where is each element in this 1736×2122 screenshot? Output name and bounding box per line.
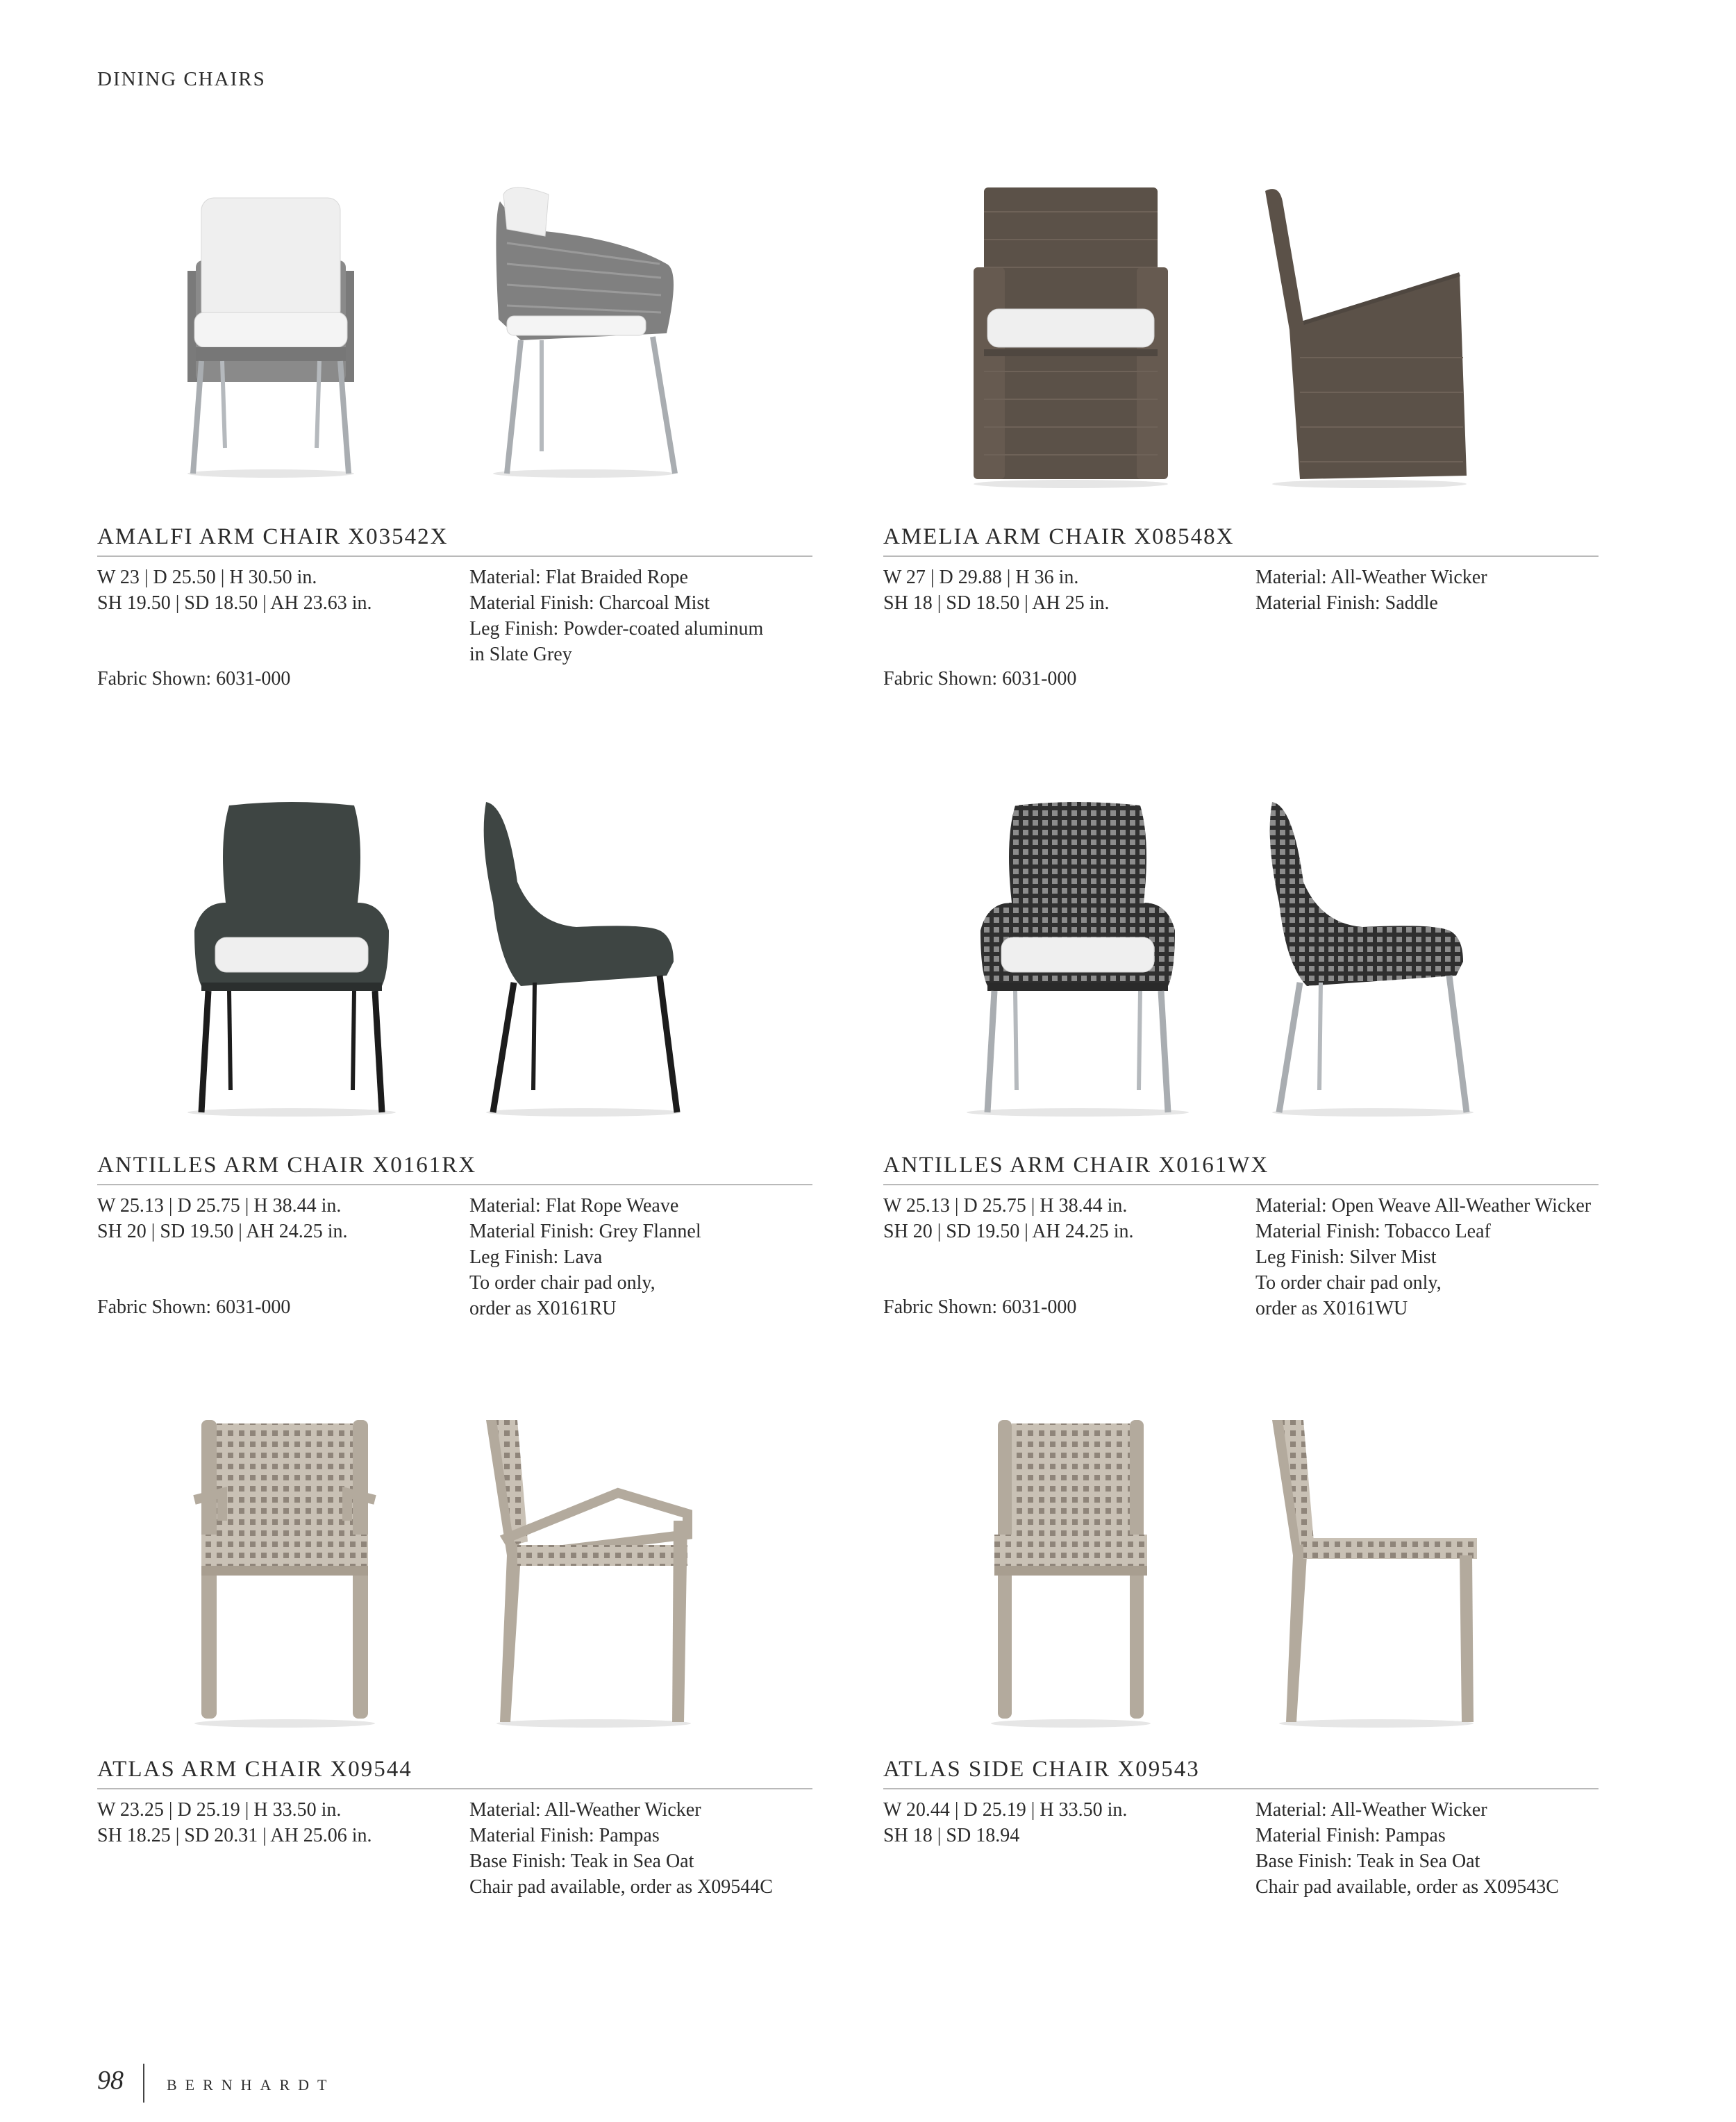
fabric-shown: Fabric Shown: 6031-000	[883, 1296, 1077, 1318]
chair-side-image	[1251, 184, 1474, 490]
chair-side-image	[1265, 1417, 1487, 1729]
product-amelia-arm-chair	[883, 174, 1599, 701]
footer-divider	[143, 2064, 144, 2103]
fabric-shown: Fabric Shown: 6031-000	[97, 668, 291, 690]
product-materials: Material: Flat Rope Weave Material Finish: Grey Flannel Leg Finish: Lava To order chair pad only, order as X0161RU	[469, 1195, 701, 1319]
product-dimensions: W 23.25 | D 25.19 | H 33.50 in. SH 18.25 | SD 20.31 | AH 25.06 in.	[97, 1799, 372, 1846]
product-title: ATLAS SIDE CHAIR X09543	[883, 1757, 1200, 1782]
product-materials: Material: Open Weave All-Weather Wicker Material Finish: Tobacco Leaf Leg Finish: Silver Mist To order chair pad only, order as X0161WU	[1255, 1195, 1592, 1319]
divider	[97, 555, 812, 557]
product-title: ATLAS ARM CHAIR X09544	[97, 1757, 412, 1782]
divider	[883, 1184, 1599, 1185]
product-dimensions: W 27 | D 29.88 | H 36 in. SH 18 | SD 18.50 | AH 25 in.	[883, 567, 1110, 614]
product-atlas-arm-chair	[97, 1410, 812, 1937]
product-antilles-arm-chair-wx	[883, 799, 1599, 1333]
chair-front-image	[181, 174, 361, 479]
fabric-shown: Fabric Shown: 6031-000	[883, 668, 1077, 690]
divider	[883, 1788, 1599, 1789]
product-atlas-side-chair	[883, 1410, 1599, 1937]
chair-front-image	[953, 799, 1203, 1118]
chair-front-image	[967, 184, 1175, 490]
product-title: ANTILLES ARM CHAIR X0161WX	[883, 1153, 1269, 1178]
product-materials: Material: All-Weather Wicker Material Finish: Pampas Base Finish: Teak in Sea Oat Chair pad available, order as X09544C	[469, 1799, 773, 1898]
divider	[883, 555, 1599, 557]
product-materials: Material: Flat Braided Rope Material Finish: Charcoal Mist Leg Finish: Powder-coated aluminum in Slate Grey	[469, 567, 764, 665]
chair-front-image	[174, 799, 410, 1118]
chair-side-image	[479, 1417, 708, 1729]
product-amalfi-arm-chair	[97, 174, 812, 701]
fabric-shown: Fabric Shown: 6031-000	[97, 1296, 291, 1318]
chair-side-image	[479, 174, 687, 479]
product-dimensions: W 25.13 | D 25.75 | H 38.44 in. SH 20 | SD 19.50 | AH 24.25 in.	[97, 1195, 348, 1242]
product-dimensions: W 23 | D 25.50 | H 30.50 in. SH 19.50 | SD 18.50 | AH 23.63 in.	[97, 567, 372, 614]
brand-wordmark: BERNHARDT	[167, 2076, 335, 2094]
section-label: DINING CHAIRS	[97, 68, 266, 90]
chair-side-image	[472, 799, 694, 1118]
product-title: AMALFI ARM CHAIR X03542X	[97, 524, 449, 549]
divider	[97, 1184, 812, 1185]
product-materials: Material: All-Weather Wicker Material Finish: Saddle	[1255, 567, 1487, 614]
divider	[97, 1788, 812, 1789]
chair-front-image	[181, 1417, 389, 1729]
product-materials: Material: All-Weather Wicker Material Finish: Pampas Base Finish: Teak in Sea Oat Chair pad available, order as X09543C	[1255, 1799, 1559, 1898]
product-title: AMELIA ARM CHAIR X08548X	[883, 524, 1235, 549]
chair-side-image	[1258, 799, 1487, 1118]
product-title: ANTILLES ARM CHAIR X0161RX	[97, 1153, 477, 1178]
product-dimensions: W 20.44 | D 25.19 | H 33.50 in. SH 18 | SD 18.94	[883, 1799, 1128, 1846]
chair-front-image	[980, 1417, 1161, 1729]
product-dimensions: W 25.13 | D 25.75 | H 38.44 in. SH 20 | SD 19.50 | AH 24.25 in.	[883, 1195, 1134, 1242]
page-number: 98	[97, 2066, 124, 2095]
product-antilles-arm-chair-rx	[97, 799, 812, 1333]
